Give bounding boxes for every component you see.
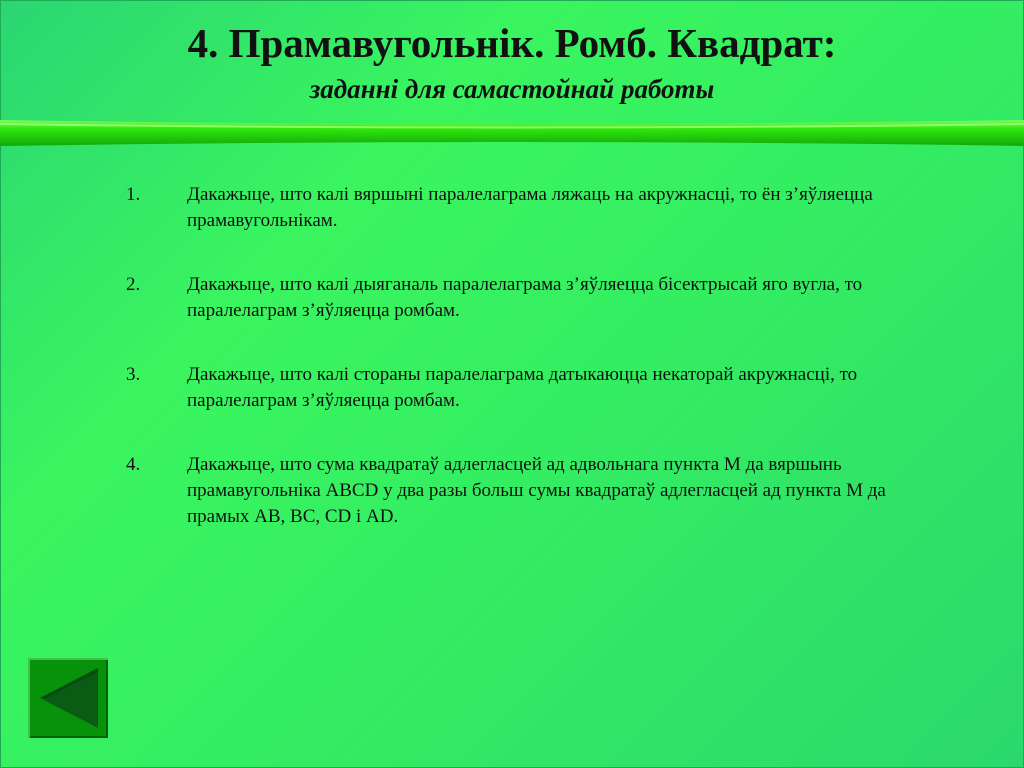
task-text: Дакажыце, што калі вяршыні паралелаграма ляжаць на акружнасці, то ён з’яўляецца прамавугольнікам. [187, 184, 873, 231]
task-number: 4. [126, 454, 141, 475]
triangle-left-icon [28, 658, 108, 738]
list-item [126, 272, 926, 324]
list-item [126, 182, 926, 234]
task-number: 2. [126, 274, 141, 295]
task-number: 3. [126, 364, 141, 385]
task-text: Дакажыце, што сума квадратаў адлегласцей ад адвольнага пункта М да вяршынь прамавугольніка ABCD у два разы больш сумы квадратаў адлегласцей ад пункта М да прамых AB, BC, CD і AD. [187, 454, 886, 527]
task-text: Дакажыце, што калі дыяганаль паралелаграма з’яўляецца бісектрысай яго вугла, то паралелаграм з’яўляецца ромбам. [187, 274, 863, 321]
back-button[interactable] [28, 658, 108, 738]
task-number: 1. [126, 184, 141, 205]
task-list [126, 182, 926, 568]
title-block [0, 18, 1024, 106]
slide-title: 4. Прамавугольнік. Ромб. Квадрат: [187, 20, 837, 66]
list-item [126, 452, 926, 530]
title-divider [0, 118, 1024, 148]
task-text: Дакажыце, што калі стораны паралелаграма датыкаюцца некаторай акружнасці, то паралелаграм з’яўляецца ромбам. [187, 364, 858, 411]
list-item [126, 362, 926, 414]
slide-subtitle: заданні для самастойнай работы [309, 74, 715, 104]
